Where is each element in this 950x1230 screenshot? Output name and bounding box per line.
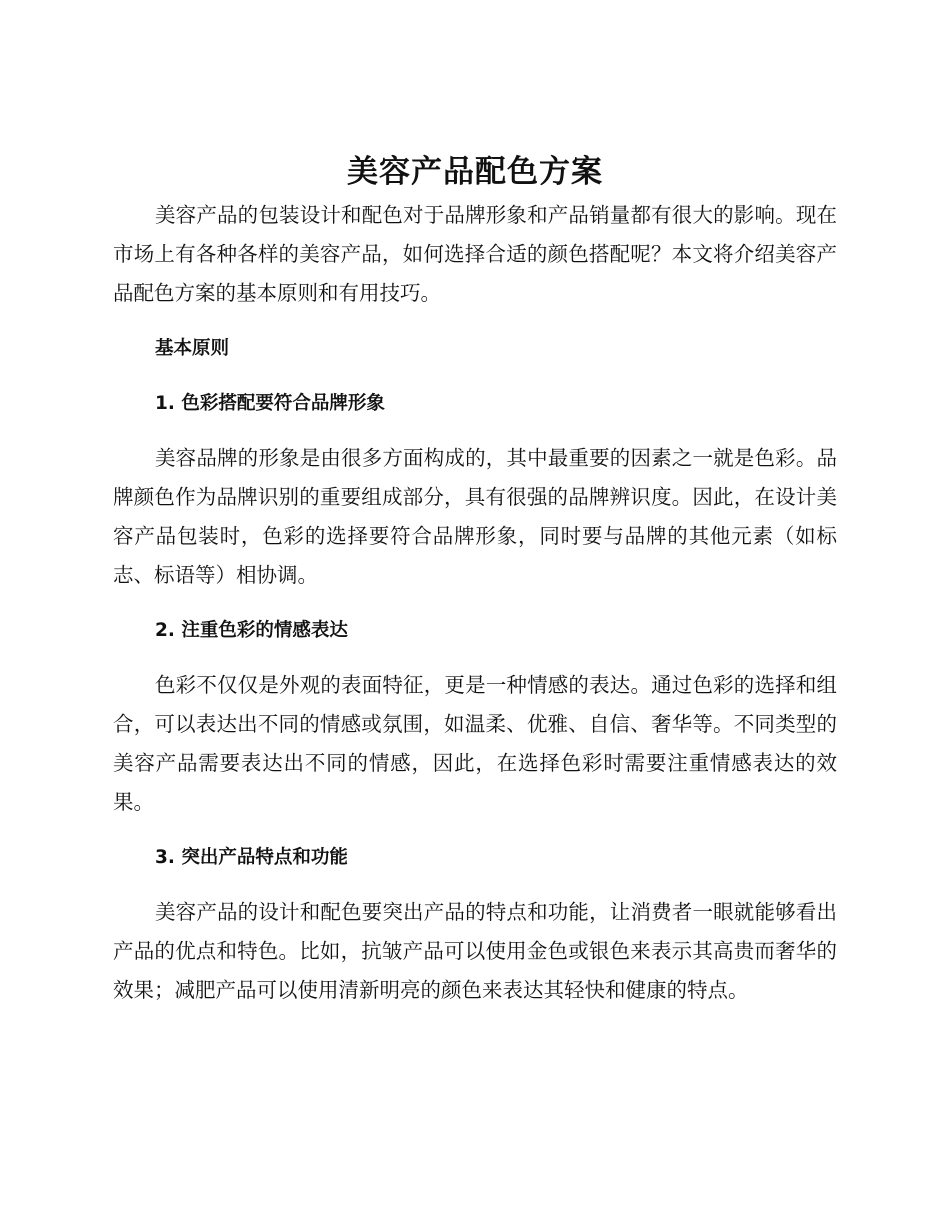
item-1-heading: 1. 色彩搭配要符合品牌形象: [155, 393, 385, 414]
section-heading: 基本原则: [155, 338, 230, 359]
document-page: [113, 150, 837, 1026]
item-2-paragraph: 色彩不仅仅是外观的表面特征，更是一种情感的表达。通过色彩的选择和组合，可以表达出不同的情感或氛围，如温柔、优雅、自信、奢华等。不同类型的美容产品需要表达出不同的情感，因此，在选择色彩时需要注重情感表达的效果。: [113, 673, 837, 814]
item-3-heading: 3. 突出产品特点和功能: [155, 847, 348, 868]
item-3-paragraph: 美容产品的设计和配色要突出产品的特点和功能，让消费者一眼就能够看出产品的优点和特色。比如，抗皱产品可以使用金色或银色来表示其高贵而奢华的效果；减肥产品可以使用清新明亮的颜色来表达其轻快和健康的特点。: [113, 900, 837, 1002]
item-2-heading: 2. 注重色彩的情感表达: [155, 620, 348, 641]
item-1-paragraph: 美容品牌的形象是由很多方面构成的，其中最重要的因素之一就是色彩。品牌颜色作为品牌识别的重要组成部分，具有很强的品牌辨识度。因此，在设计美容产品包装时，色彩的选择要符合品牌形象，同时要与品牌的其他元素（如标志、标语等）相协调。: [113, 446, 837, 587]
intro-paragraph: 美容产品的包装设计和配色对于品牌形象和产品销量都有很大的影响。现在市场上有各种各样的美容产品，如何选择合适的颜色搭配呢？本文将介绍美容产品配色方案的基本原则和有用技巧。: [113, 203, 837, 305]
document-title: 美容产品配色方案: [347, 154, 603, 190]
